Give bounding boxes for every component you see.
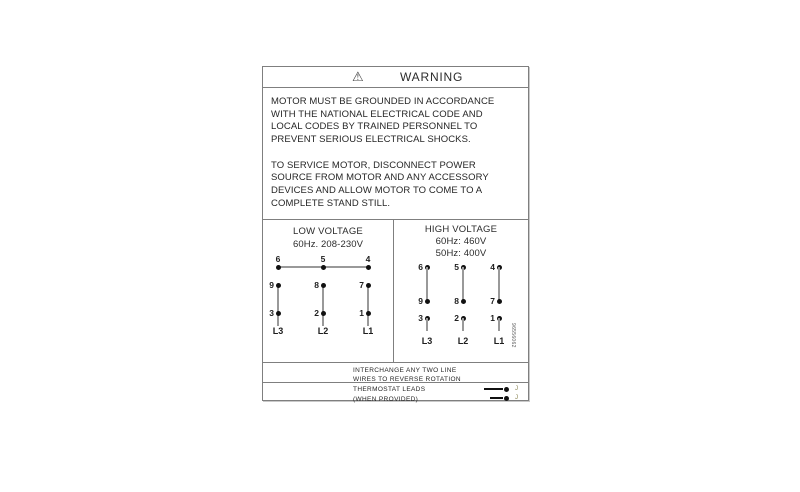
warning-text-line: SOURCE FROM MOTOR AND ANY ACCESSORY [271,172,489,184]
warning-triangle-icon: ⚠ [352,69,364,84]
warning-paragraph-service [271,160,522,211]
thermostat-leads-line: THERMOSTAT LEADS [353,386,426,393]
phase-wire [322,285,324,326]
rotation-note-line: INTERCHANGE ANY TWO LINE [353,366,457,374]
low-voltage-panel [263,220,394,362]
warning-title: WARNING [400,70,464,84]
terminal-label-8: 8 [454,296,459,306]
line-label-l1: L1 [493,336,505,346]
warning-text-line: TO SERVICE MOTOR, DISCONNECT POWER [271,159,476,171]
terminal-label-9: 9 [418,296,423,306]
warning-text-line: PREVENT SERIOUS ELECTRICAL SHOCKS. [271,134,471,146]
terminal-dot-3 [276,311,281,316]
terminal-label-8: 8 [314,280,319,290]
line-label-l2: L2 [317,326,329,336]
lead-dot [504,387,509,392]
line-label-l3: L3 [272,326,284,336]
terminal-label-4: 4 [365,254,371,264]
terminal-label-7: 7 [490,296,495,306]
terminal-label-7: 7 [359,280,364,290]
terminal-dot-4 [366,265,371,270]
terminal-dot-5 [321,265,326,270]
terminal-dot-9 [276,283,281,288]
terminal-dot-2 [321,311,326,316]
terminal-label-6: 6 [418,262,423,272]
line-label-l1: L1 [362,326,374,336]
phase-wire [462,267,464,301]
line-label-l3: L3 [421,336,433,346]
terminal-label-1: 1 [359,308,364,318]
warning-text-line: LOCAL CODES BY TRAINED PERSONNEL TO [271,121,478,133]
line-stub-wire [462,318,464,331]
terminal-label-9: 9 [269,280,274,290]
high-voltage-subtitle-50hz: 50Hz: 400V [435,248,487,259]
high-voltage-subtitle-60hz: 60Hz: 460V [435,236,487,247]
terminal-dot-8 [321,283,326,288]
line-stub-wire [426,318,428,331]
rotation-note-line: WIRES TO REVERSE ROTATION [353,376,461,383]
terminal-dot-7 [497,299,502,304]
warning-paragraph-grounding [271,96,522,147]
terminal-label-3: 3 [269,308,274,318]
terminal-label-3: 3 [418,313,423,323]
terminal-dot-9 [425,299,430,304]
warning-text-line: MOTOR MUST BE GROUNDED IN ACCORDANCE [271,96,495,107]
line-stub-wire [498,318,500,331]
warning-body [263,88,528,220]
terminal-dot-8 [461,299,466,304]
warning-header [263,67,528,88]
thermostat-leads-line: (WHEN PROVIDED) [353,395,419,403]
terminal-label-5: 5 [320,254,326,264]
motor-warning-label [262,66,529,401]
thermostat-leads-row [263,383,528,401]
phase-wire [498,267,500,301]
wiring-diagrams-section [263,220,528,363]
terminal-dot-7 [366,283,371,288]
rotation-note-row [263,363,528,383]
thermostat-lead-symbol [484,386,518,392]
high-voltage-title: HIGH VOLTAGE [424,224,498,235]
terminal-label-6: 6 [275,254,281,264]
lead-j-label: J [515,386,518,392]
terminal-label-5: 5 [454,262,459,272]
terminal-label-1: 1 [490,313,495,323]
lead-wire [484,388,503,390]
low-voltage-title: LOW VOLTAGE [293,226,363,237]
lead-j-label: J [515,395,518,401]
line-label-l2: L2 [457,336,469,346]
lead-dot [504,396,509,401]
warning-text-line: COMPLETE STAND STILL. [271,197,391,209]
phase-wire [367,285,369,326]
phase-wire [277,285,279,326]
terminal-dot-6 [276,265,281,270]
terminal-label-2: 2 [314,308,319,318]
terminal-label-4: 4 [490,262,495,272]
terminal-dot-1 [366,311,371,316]
warning-text-line: DEVICES AND ALLOW MOTOR TO COME TO A [271,184,483,196]
phase-wire [426,267,428,301]
lead-wire [490,397,503,399]
high-voltage-panel [394,220,528,362]
warning-text-line: WITH THE NATIONAL ELECTRICAL CODE AND [271,108,483,120]
part-number: 96556062 [510,323,516,348]
terminal-label-2: 2 [454,313,459,323]
thermostat-lead-symbol [490,395,518,401]
low-voltage-subtitle: 60Hz. 208-230V [292,239,364,250]
